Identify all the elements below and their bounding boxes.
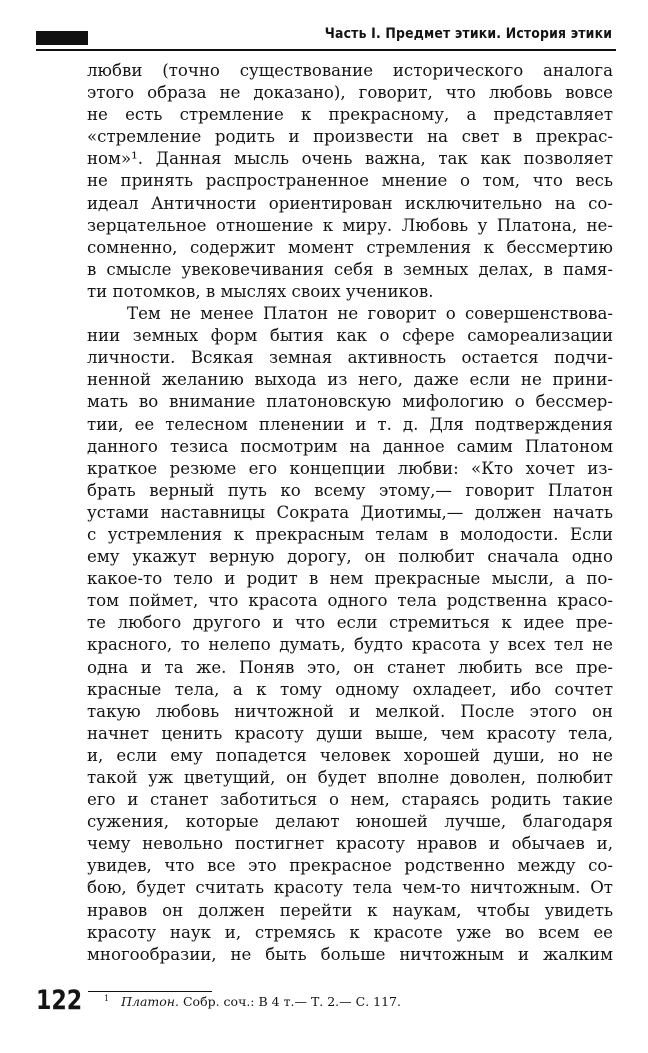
text-line: любви (точно существование исторического аналога <box>87 61 613 80</box>
text-line: нравов он должен перейти к наукам, чтобы увидеть <box>87 900 613 920</box>
text-line: не есть стремление к прекрасному, а представляет <box>87 105 613 125</box>
text-line: какое-то тело и родит в нем прекрасные мысли, а по- <box>87 569 613 589</box>
text-line: в смысле увековечивания себя в земных делах, в памя- <box>87 259 613 279</box>
text-line: красного, то нелепо думать, будто красота у всех тел не <box>87 635 613 655</box>
text-line: личности. Всякая земная активность остается подчи- <box>87 348 613 368</box>
text-line: красные тела, а к тому одному охладеет, ибо сочтет <box>87 679 613 699</box>
footnote-marker: 1 <box>104 994 110 1003</box>
header-rule <box>36 49 616 51</box>
text-line: такую любовь ничтожной и мелкой. После этого он <box>87 701 613 721</box>
text-line: не принять распространенное мнение о том, что весь <box>87 171 613 191</box>
text-line: зерцательное отношение к миру. Любовь у Платона, не- <box>87 215 613 235</box>
text-line: такой уж цветущий, он будет вполне доволен, полюбит <box>87 768 613 787</box>
text-line: ненной желанию выхода из него, даже если не прини- <box>87 370 613 390</box>
running-header <box>36 24 616 50</box>
header-title: Часть I. Предмет этики. История этики <box>324 26 612 42</box>
text-line: ти потомков, в мыслях своих учеников. <box>87 281 434 301</box>
text-line: его и станет заботиться о нем, стараясь родить такие <box>87 790 613 810</box>
text-line: начнет ценить красоту души выше, чем красоту тела, <box>87 723 613 743</box>
text-line: «стремление родить и произвести на свет в прекрас- <box>87 127 613 147</box>
header-black-bar <box>36 31 88 45</box>
text-line: бою, будет считать красоту тела чем-то ничтожным. От <box>87 878 613 898</box>
text-line: увидев, что все это прекрасное родственно между со- <box>87 856 613 876</box>
text-line: чему невольно постигнет красоту нравов и обычаев и, <box>87 834 613 854</box>
footnote-citation: Собр. соч.: В 4 т.— Т. 2.— С. 117. <box>182 994 401 1010</box>
footnote <box>104 994 401 1010</box>
text-line: ему укажут верную дорогу, он полюбит сначала одно <box>87 547 613 567</box>
footnote-author: Платон. <box>121 994 179 1010</box>
page-number: 122 <box>36 985 83 1016</box>
text-line: многообразии, не быть больше ничтожным и жалким <box>87 944 613 964</box>
text-line: данного тезиса посмотрим на данное самим Платоном <box>87 436 613 456</box>
text-line: брать верный путь ко всему этому,— говорит Платон <box>87 480 613 500</box>
text-line: красоту наук и, стремясь к красоте уже во всем ее <box>87 922 613 942</box>
text-line: том поймет, что красота одного тела родственна красо- <box>87 591 613 611</box>
text-line: мать во внимание платоновскую мифологию о бессмер- <box>87 392 613 412</box>
text-line: Тем не менее Платон не говорит о совершенствова- <box>127 304 613 324</box>
footnote-rule <box>88 991 212 992</box>
text-line: устами наставницы Сократа Диотимы,— должен начать <box>87 502 613 522</box>
text-line: и, если ему попадется человек хорошей души, но не <box>87 745 613 765</box>
text-line: сужения, которые делают юношей лучше, благодаря <box>87 812 613 832</box>
text-line: сомненно, содержит момент стремления к бессмертию <box>87 237 613 257</box>
text-line: нии земных форм бытия как о сфере самореализации <box>87 326 613 346</box>
text-line: те любого другого и что если стремиться к идее пре- <box>87 613 613 633</box>
text-line: этого образа не доказано), говорит, что любовь вовсе <box>87 83 613 103</box>
text-line: тии, ее телесном пленении и т. д. Для подтверждения <box>87 414 613 434</box>
text-line: ном»¹. Данная мысль очень важна, так как позволяет <box>87 149 613 169</box>
body-text <box>87 60 613 966</box>
text-line: краткое резюме его концепции любви: «Кто хочет из- <box>87 458 613 478</box>
text-line: идеал Античности ориентирован исключительно на со- <box>87 193 613 213</box>
text-line: с устремления к прекрасным телам в молодости. Если <box>87 524 613 544</box>
text-line: одна и та же. Поняв это, он станет любить все пре- <box>87 657 613 677</box>
